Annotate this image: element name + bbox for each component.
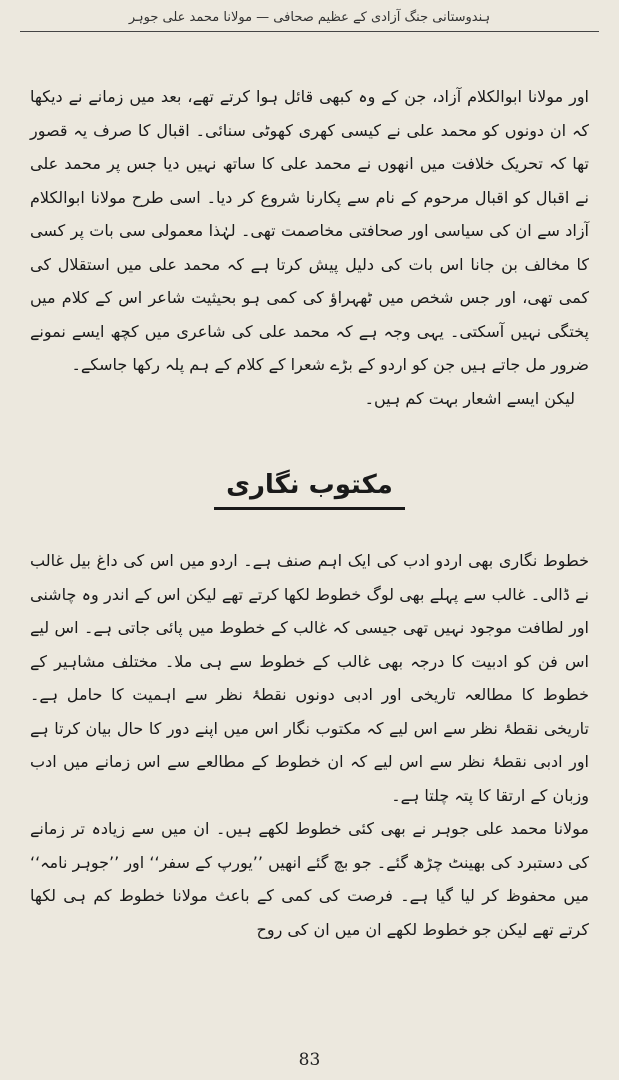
paragraph-jauhar-letters: مولانا محمد علی جوہر نے بھی کئی خطوط لکھے ہیں۔ ان میں سے زیادہ تر زمانے کی دستبرد کی بھینٹ چڑھ گئے۔ جو بچ گئے انھیں ’’یورپ کے سفر‘‘ اور ’’جوہر نامہ‘‘ میں محفوظ کر لیا گیا ہے۔ فرصت کی کمی کے باعث مولانا خطوط کم ہی لکھا کرتے تھے لیکن جو خطوط لکھے ان میں ان کی روح: [30, 819, 589, 939]
section-heading-wrap: [30, 465, 589, 510]
paragraph-few-verses: لیکن ایسے اشعار بہت کم ہیں۔: [364, 388, 575, 408]
paragraph-iqbal-azad: اور مولانا ابوالکلام آزاد، جن کے وہ کبھی قائل ہوا کرتے تھے، بعد میں زمانے نے دیکھا کہ ان دونوں کو محمد علی نے کیسی کھری کھوٹی سنائی۔ اقبال کا صرف یہ قصور تھا کہ تحریک خلافت میں انھوں نے محمد علی کا ساتھ نہیں دیا جس پر محمد علی نے اقبال کو اقبال مرحوم کے نام سے پکارنا شروع کر دیا۔ اسی طرح مولانا ابوالکلام آزاد سے ان کی سیاسی اور صحافتی مخاصمت تھی۔ لہٰذا معمولی سی بات پر کسی کا مخالف بن جانا اس بات کی دلیل پیش کرتا ہے کہ محمد علی میں استقلال کی کمی تھی، اور جس شخص میں ٹھہراؤ کی کمی ہو بحیثیت شاعر اس کے کلام میں پختگی نہیں آسکتی۔ یہی وجہ ہے کہ محمد علی کی شاعری میں کچھ ایسے نمونے ضرور مل جاتے ہیں جن کو اردو کے بڑے شعرا کے کلام کے ہم پلہ رکھا جاسکے۔: [30, 87, 589, 374]
section-heading: مکتوب نگاری: [214, 465, 405, 510]
page-number: 83: [298, 1050, 321, 1070]
running-head: ہندوستانی جنگ آزادی کے عظیم صحافی — مولانا محمد علی جوہر: [20, 10, 599, 32]
paragraph-letter-writing: خطوط نگاری بھی اردو ادب کی ایک اہم صنف ہے۔ اردو میں اس کی داغ بیل غالب نے ڈالی۔ غالب سے پہلے بھی لوگ خطوط لکھا کرتے تھے لیکن اس کے اندر وہ چاشنی اور لطافت موجود نہیں تھی جیسی کہ غالب کے خطوط میں پائی جاتی ہے۔ اس لیے اس فن کو ادبیت کا درجہ بھی غالب کے خطوط سے ہی ملا۔ مختلف مشاہیر کے خطوط کا مطالعہ تاریخی اور ادبی دونوں نقطۂ نظر سے اہمیت کا حامل ہے۔ تاریخی نقطۂ نظر سے اس لیے کہ مکتوب نگار اس میں اپنے دور کا حال بیان کرتا ہے اور ادبی نقطۂ نظر سے اس لیے کہ ان خطوط کے مطالعے سے اس زمانے میں ادب وزبان کے ارتقا کا پتہ چلتا ہے۔: [30, 551, 589, 805]
body-text: [30, 80, 589, 946]
